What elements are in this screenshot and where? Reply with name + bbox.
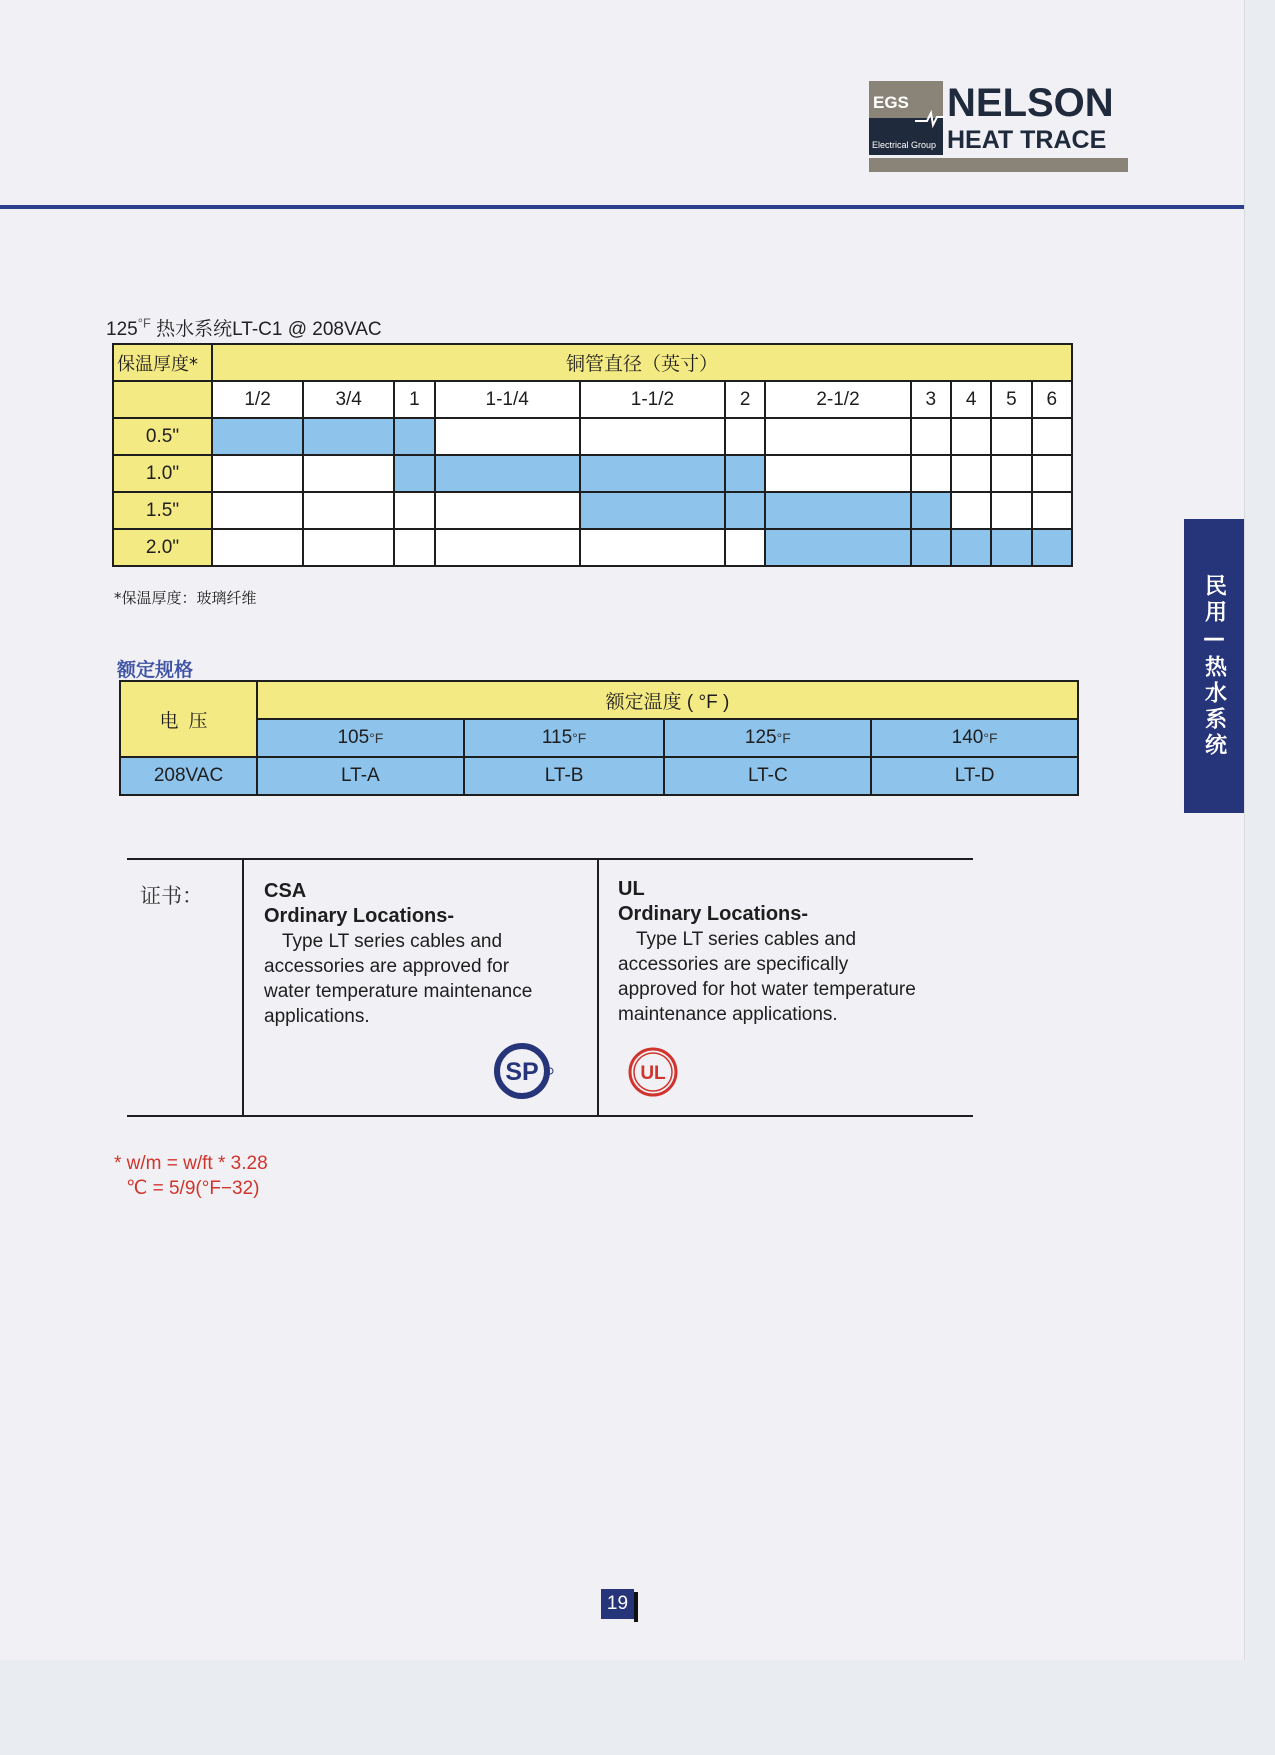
nelson-logo (869, 81, 1128, 172)
pipe-size-header: 1/2 (212, 381, 303, 418)
empty-cell (951, 455, 991, 492)
empty-cell (765, 418, 910, 455)
brand-subname: HEAT TRACE (947, 126, 1107, 154)
applicable-cell (212, 418, 303, 455)
empty-cell (303, 492, 394, 529)
rated-temperature-unit: °F (776, 730, 791, 746)
page-number: 19 (601, 1589, 634, 1619)
empty-cell (991, 492, 1031, 529)
model-cell: LT-A (257, 757, 464, 795)
pipe-size-header: 2 (725, 381, 765, 418)
pipe-size-header: 3 (911, 381, 951, 418)
ul-line: Type LT series cables and (636, 929, 857, 950)
csa-line: Type LT series cables and (282, 931, 503, 952)
insulation-thickness: 2.0" (113, 529, 212, 566)
insulation-header: 保温厚度* (113, 344, 212, 381)
empty-cell (212, 529, 303, 566)
empty-cell (765, 455, 910, 492)
table-row (113, 529, 1072, 566)
empty-cell (212, 455, 303, 492)
applicable-cell (725, 455, 765, 492)
pipe-size-header: 5 (991, 381, 1031, 418)
ul-line: approved for hot water temperature (618, 979, 916, 1000)
rated-temperature-value: 105 (337, 727, 370, 748)
empty-cell (725, 529, 765, 566)
empty-cell (394, 492, 434, 529)
cert-top-rule (127, 858, 973, 860)
pipe-diameter-header: 铜管直径（英寸） (212, 344, 1072, 381)
empty-cell (725, 418, 765, 455)
csa-certification (264, 879, 594, 1029)
table-row (113, 455, 1072, 492)
insulation-thickness: 1.5" (113, 492, 212, 529)
rated-temperature-unit: °F (369, 730, 384, 746)
empty-cell (991, 455, 1031, 492)
empty-cell (303, 529, 394, 566)
applicable-cell (580, 492, 725, 529)
ul-name: UL (618, 878, 645, 900)
rated-temperature-value: 115 (541, 727, 573, 748)
applicable-cell (1032, 529, 1072, 566)
empty-cell (303, 455, 394, 492)
empty-cell (1032, 492, 1072, 529)
applicable-cell (580, 455, 725, 492)
empty-cell (1032, 418, 1072, 455)
section-side-tab-label: 民用—热水系统 (1201, 573, 1227, 759)
certification-label: 证书： (140, 884, 203, 908)
pipe-size-header: 1 (394, 381, 434, 418)
rated-temperature (464, 719, 665, 757)
rating-table (119, 680, 1079, 796)
applicable-cell (911, 529, 951, 566)
csa-line: water temperature maintenance (264, 981, 533, 1002)
empty-cell (911, 455, 951, 492)
empty-cell (435, 529, 580, 566)
rated-temperature (664, 719, 871, 757)
model-cell: LT-C (664, 757, 871, 795)
header-divider (0, 205, 1244, 209)
model-cell: LT-B (464, 757, 665, 795)
pipe-size-header: 4 (951, 381, 991, 418)
brand-name: NELSON (947, 81, 1114, 125)
pipe-size-header: 1-1/4 (435, 381, 580, 418)
pipe-size-header: 2-1/2 (765, 381, 910, 418)
empty-cell (580, 418, 725, 455)
egs-logo-subtitle: Electrical Group (872, 140, 937, 150)
formula-celsius: ℃ = 5/9(°F−32) (126, 1178, 260, 1199)
empty-cell (951, 492, 991, 529)
rated-temperature-value: 140 (951, 727, 984, 748)
pipe-size-header: 6 (1032, 381, 1072, 418)
temperature-header: 额定温度 ( °F ) (257, 681, 1078, 719)
applicable-cell (911, 492, 951, 529)
applicable-cell (725, 492, 765, 529)
title-temp: 125 (106, 319, 138, 340)
lightning-icon (915, 107, 945, 129)
empty-cell (435, 492, 580, 529)
csa-logo-text: SP (505, 1058, 539, 1086)
applicable-cell (991, 529, 1031, 566)
empty-cell (580, 529, 725, 566)
table-row (113, 418, 1072, 455)
csa-heading: Ordinary Locations- (264, 905, 455, 927)
empty-cell (212, 492, 303, 529)
applicable-cell (435, 455, 580, 492)
section-side-tab (1184, 519, 1244, 813)
applicable-cell (394, 418, 434, 455)
ul-line: accessories are specifically (618, 954, 849, 975)
selection-table (112, 343, 1073, 567)
ul-heading: Ordinary Locations- (618, 903, 809, 925)
cert-bottom-rule (127, 1115, 973, 1117)
csa-line: applications. (264, 1006, 370, 1027)
title-text: 热水系统LT-C1 @ 208VAC (150, 319, 382, 340)
corner-cell (113, 381, 212, 418)
table-row (113, 492, 1072, 529)
rating-title: 额定规格 (117, 659, 194, 681)
insulation-footnote: *保温厚度：玻璃纤维 (114, 589, 257, 607)
formula-watts: * w/m = w/ft * 3.28 (114, 1153, 268, 1174)
egs-logo-text: EGS (873, 93, 909, 112)
empty-cell (1032, 455, 1072, 492)
title-temp-unit: °F (137, 315, 151, 331)
csa-line: accessories are approved for (264, 956, 510, 977)
voltage-header: 电压 (120, 681, 257, 757)
rated-temperature-unit: °F (572, 730, 587, 746)
ul-logo-text: UL (640, 1063, 666, 1084)
empty-cell (435, 418, 580, 455)
rated-temperature-unit: °F (983, 730, 998, 746)
rated-temperature (871, 719, 1078, 757)
selection-table-title (106, 314, 382, 341)
pipe-size-header: 1-1/2 (580, 381, 725, 418)
empty-cell (951, 418, 991, 455)
empty-cell (991, 418, 1031, 455)
insulation-thickness: 0.5" (113, 418, 212, 455)
applicable-cell (303, 418, 394, 455)
conversion-formulas (114, 1151, 268, 1201)
ul-line: maintenance applications. (618, 1004, 838, 1025)
empty-cell (394, 529, 434, 566)
logo-underbar (869, 158, 1128, 172)
rated-temperature-value: 125 (744, 727, 777, 748)
pipe-size-header: 3/4 (303, 381, 394, 418)
cert-divider-1 (242, 860, 244, 1116)
insulation-thickness: 1.0" (113, 455, 212, 492)
csa-logo-icon (493, 1040, 555, 1102)
model-cell: LT-D (871, 757, 1078, 795)
applicable-cell (765, 492, 910, 529)
voltage-value: 208VAC (120, 757, 257, 795)
applicable-cell (951, 529, 991, 566)
ul-logo-icon (626, 1045, 680, 1099)
empty-cell (911, 418, 951, 455)
csa-name: CSA (264, 880, 307, 902)
ul-certification (618, 877, 963, 1027)
applicable-cell (765, 529, 910, 566)
rated-temperature (257, 719, 464, 757)
cert-divider-2 (597, 860, 599, 1116)
applicable-cell (394, 455, 434, 492)
